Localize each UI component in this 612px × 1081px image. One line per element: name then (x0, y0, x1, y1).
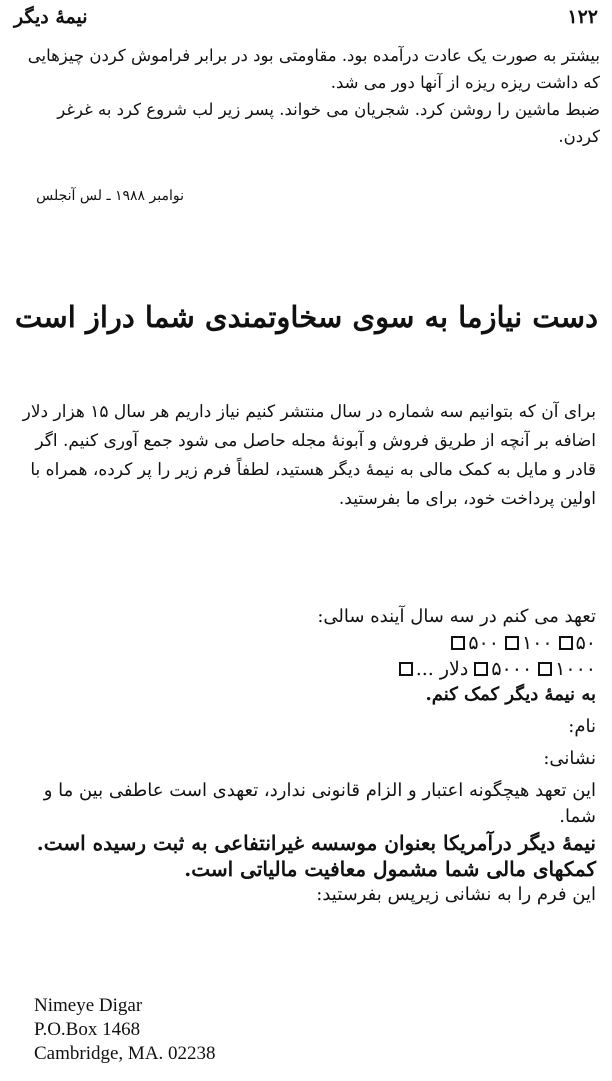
amount-value: ۵۰ (575, 632, 596, 654)
checkbox[interactable] (451, 636, 465, 650)
pledge-form (10, 604, 596, 908)
checkbox[interactable] (474, 662, 488, 676)
disclaimer-line: این تعهد هیچگونه اعتبار و الزام قانونی ندارد، تعهدی است عاطفی بین ما و (43, 780, 596, 801)
book-title: نیمهٔ دیگر (14, 6, 88, 28)
checkbox[interactable] (559, 636, 573, 650)
appeal-text (16, 398, 596, 514)
dateline: نوامبر ۱۹۸۸ ـ لس آنجلس (36, 188, 184, 204)
intro-text (16, 42, 600, 150)
intro-line: ضبط ماشین را روشن کرد. شجریان می خواند. پسر زیر لب شروع کرد به غرغر (57, 100, 600, 119)
amount-option-other[interactable] (399, 656, 469, 682)
address-line: Nimeye Digar (34, 995, 143, 1016)
appeal-line: اضافه بر آنچه از طریق فروش و آبونهٔ مجله حاصل می شود جمع آوری کنیم. اگر (35, 431, 596, 451)
send-instruction: این فرم را به نشانی زیرپس بفرستید: (316, 884, 596, 905)
amount-other-label: ... دلار (415, 658, 469, 680)
checkbox[interactable] (505, 636, 519, 650)
appeal-heading: دست نیازما به سوی سخاوتمندی شما دراز است (14, 300, 598, 334)
address-line: P.O.Box 1468 (34, 1019, 141, 1040)
appeal-line: برای آن که بتوانیم سه شماره در سال منتشر کنیم نیاز داریم هر سال ۱۵ هزار دلار (22, 402, 596, 422)
amount-option[interactable] (505, 630, 553, 656)
amount-option[interactable] (451, 630, 499, 656)
running-header (14, 6, 598, 32)
tax-exempt-line: کمکهای مالی شما مشمول معافیت مالیاتی است. (184, 857, 596, 881)
amount-options-row-2 (10, 656, 596, 682)
disclaimer-line: شما. (559, 806, 596, 827)
checkbox[interactable] (538, 662, 552, 676)
checkbox[interactable] (399, 662, 413, 676)
mailing-address (34, 994, 216, 1066)
appeal-line: اولین پرداخت خود، برای ما بفرستید. (338, 489, 596, 509)
pledge-intro: تعهد می کنم در سه سال آینده سالی: (317, 606, 596, 627)
amount-value: ۵۰۰ (468, 632, 499, 654)
amount-value: ۱۰۰۰ (555, 658, 596, 680)
amount-option[interactable] (474, 656, 532, 682)
amount-option[interactable] (538, 656, 596, 682)
amount-options-row-1 (10, 630, 596, 656)
intro-line: کردن. (558, 127, 600, 146)
name-field-label: نام: (568, 716, 596, 737)
address-field-label: نشانی: (543, 748, 596, 769)
nonprofit-line: نیمهٔ دیگر درآمریکا بعنوان موسسه غیرانتفاعی به ثبت رسیده است. (36, 831, 596, 855)
intro-line: بیشتر به صورت یک عادت درآمده بود. مقاومتی بود در برابر فراموش کردن چیزهایی (27, 46, 600, 65)
intro-line: که داشت ریزه ریزه از آنها دور می شد. (330, 73, 600, 92)
address-line: Cambridge, MA. 02238 (34, 1043, 216, 1064)
amount-value: ۱۰۰ (521, 632, 553, 654)
amount-option[interactable] (559, 630, 596, 656)
page-number: ۱۲۲ (567, 6, 598, 28)
appeal-line: قادر و مایل به کمک مالی به نیمهٔ دیگر هستید، لطفاً فرم زیر را پر کرده، همراه با (30, 460, 596, 480)
help-line: به نیمهٔ دیگر کمک کنم. (425, 684, 596, 705)
amount-value: ۵۰۰۰ (491, 658, 533, 680)
